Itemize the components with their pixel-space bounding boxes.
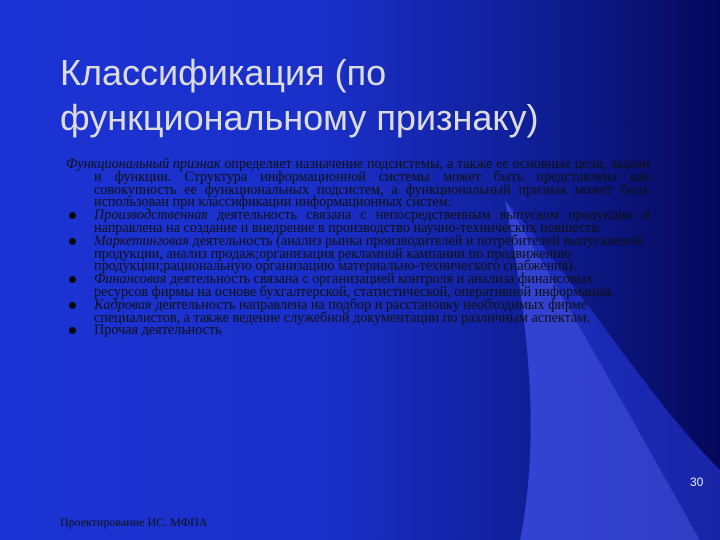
slide-content <box>66 158 650 337</box>
bullet-dot-icon <box>69 238 76 245</box>
bullet-item-personnel <box>66 296 650 326</box>
bullet-list <box>66 209 650 337</box>
bullet-dot-icon <box>69 327 76 334</box>
bullet-text: деятельность связана с организацией контроля и анализа финансовых ресурсов фирмы на основе бухгалтерской, статистической, оперативной информации. <box>94 271 615 300</box>
bullet-item-other <box>66 324 650 337</box>
bullet-dot-icon <box>69 212 76 219</box>
bullet-dot-icon <box>69 276 76 283</box>
slide-title: Классификация (по функциональному признаку) <box>60 52 539 138</box>
bullet-text: деятельность направлена на подбор и расстановку необходимых фирме специалистов, а также ведение служебной документации по различным аспектам. <box>94 296 590 326</box>
intro-paragraph <box>66 158 650 209</box>
bullet-term: Маркетинговая <box>94 232 189 249</box>
bullet-term: Производственная <box>94 207 208 224</box>
page-number: 30 <box>690 475 704 489</box>
bullet-text: деятельность (анализ рынка производителей и потребителей выпускаемой продукции, анализ продаж;организация рекламной кампании по продвижению продукции;рациональную организацию материально-технического снабжения). <box>94 232 644 275</box>
intro-term: Функциональный признак <box>66 156 221 172</box>
bullet-term: Кадровая <box>94 296 152 313</box>
bullet-item-marketing <box>66 232 650 275</box>
bullet-item-production <box>66 209 650 235</box>
slide-footer: Проектирование ИС. МФПА <box>60 515 208 529</box>
bullet-term: Финансовая <box>94 271 167 288</box>
intro-text: определяет назначение подсистемы, а также ее основные цели, задачи и функции. Структура информационной системы может быть представлена как совокупность ее функциональных подсистем, а функциональный признак может быть использован при классификации информационных систем. <box>94 156 651 211</box>
bullet-item-finance <box>66 273 650 299</box>
bullet-text: Прочая деятельность <box>94 322 222 339</box>
bullet-dot-icon <box>69 302 76 309</box>
bullet-text: деятельность связана с непосредственным выпуском продукции и направлена на создание и внедрение в производство научно-технических новшеств. <box>94 207 650 236</box>
